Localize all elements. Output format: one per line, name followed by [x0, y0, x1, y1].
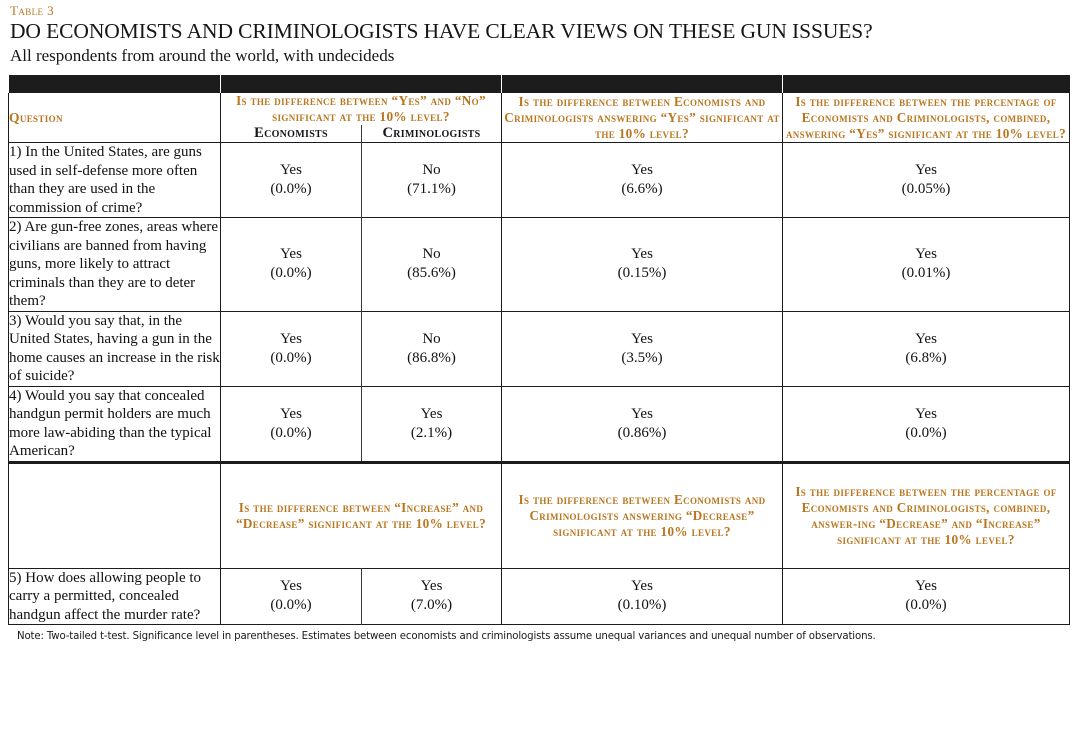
answer-value: Yes [915, 330, 937, 347]
pvalue: (0.0%) [270, 424, 312, 441]
answer-value: Yes [631, 330, 653, 347]
answer-value: Yes [915, 246, 937, 263]
page-subtitle: All respondents from around the world, with undecideds [10, 46, 395, 65]
row-cell-economists [221, 143, 362, 218]
section2-header-blank [9, 462, 221, 568]
pvalue: (6.6%) [621, 181, 663, 197]
top-bar-segment-group1 [221, 75, 502, 93]
row-question: 5) How does allowing people to carry a permitted, concealed handgun affect the murder rate? [9, 568, 221, 625]
header-row-titles [9, 93, 1070, 125]
row-cell-combined [783, 218, 1070, 312]
column-header-question: Question [9, 93, 221, 143]
row-question: 1) In the United States, are guns used in self-defense more often than they are used in the commission of crime? [9, 143, 221, 218]
results-table [8, 75, 1070, 625]
answer-value: No [422, 162, 441, 178]
row-cell-economists [221, 218, 362, 312]
row-cell-combined [783, 568, 1070, 625]
row-cell-criminologists [362, 311, 502, 386]
answer-value: Yes [631, 578, 653, 595]
row-cell-economists [221, 311, 362, 386]
answer-value: Yes [915, 162, 937, 178]
table-row [9, 218, 1070, 312]
answer-value: Yes [280, 578, 302, 595]
row-cell-criminologists [362, 568, 502, 625]
row-cell-combined [783, 311, 1070, 386]
table-row [9, 143, 1070, 218]
row-cell-between-groups [502, 386, 783, 462]
answer-value: No [422, 330, 441, 347]
answer-value: Yes [631, 405, 653, 422]
section2-column-header-group2: Is the difference between Economists and Criminologists answering “Decrease” significant at the 10% level? [502, 462, 783, 568]
row-question: 2) Are gun-free zones, areas where civilians are banned from having guns, more likely to attract criminals than they are to deter them? [9, 218, 221, 312]
row-cell-combined [783, 143, 1070, 218]
top-bar-segment-group3 [783, 75, 1070, 93]
row-cell-economists [221, 386, 362, 462]
row-cell-criminologists [362, 143, 502, 218]
table-top-bar [9, 75, 1070, 93]
pvalue: (0.05%) [901, 181, 951, 197]
column-header-economists: Economists [221, 125, 362, 143]
answer-value: Yes [280, 330, 302, 347]
table-page [0, 4, 1077, 746]
pvalue: (2.1%) [410, 424, 453, 441]
pvalue: (0.86%) [617, 424, 667, 441]
answer-value: No [422, 246, 441, 263]
pvalue: (85.6%) [407, 265, 456, 282]
header-row-section2 [9, 462, 1070, 568]
pvalue: (0.0%) [905, 424, 947, 441]
answer-value: Yes [420, 405, 443, 422]
answer-value: Yes [280, 246, 302, 263]
answer-value: Yes [420, 578, 443, 595]
pvalue: (0.0%) [270, 597, 312, 614]
pvalue: (0.15%) [617, 265, 667, 282]
page-title: DO ECONOMISTS AND CRIMINOLOGISTS HAVE CLEAR VIEWS ON THESE GUN ISSUES? [10, 19, 873, 43]
pvalue: (0.0%) [905, 597, 947, 614]
answer-value: Yes [631, 162, 653, 178]
pvalue: (0.0%) [270, 349, 312, 366]
row-cell-between-groups [502, 218, 783, 312]
table-bottom-rule [9, 625, 1070, 626]
top-bar-segment-group2 [502, 75, 783, 93]
bottom-rule-cell [9, 625, 1070, 626]
column-header-criminologists: Criminologists [362, 125, 502, 143]
row-question: 3) Would you say that, in the United States, having a gun in the home causes an increase in the risk of suicide? [9, 312, 220, 384]
pvalue: (0.0%) [270, 265, 312, 282]
pvalue: (0.10%) [617, 597, 667, 614]
row-cell-between-groups [502, 143, 783, 218]
pvalue: (3.5%) [621, 349, 663, 366]
answer-value: Yes [915, 578, 937, 595]
column-header-group1: Is the difference between “Yes” and “No” significant at the 10% level? [221, 93, 502, 125]
table-row [9, 386, 1070, 462]
row-cell-criminologists [362, 218, 502, 312]
row-cell-between-groups [502, 568, 783, 625]
table-row [9, 311, 1070, 386]
table-footnote: Note: Two-tailed t-test. Significance level in parentheses. Estimates between economists and criminologists assume unequal variances and unequal number of observations. [17, 631, 876, 642]
table-label: Table 3 [10, 3, 54, 18]
pvalue: (7.0%) [410, 597, 453, 614]
top-bar-segment-question [9, 75, 221, 93]
pvalue: (0.0%) [270, 181, 312, 197]
pvalue: (0.01%) [901, 265, 951, 282]
row-cell-economists [221, 568, 362, 625]
answer-value: Yes [915, 405, 937, 422]
answer-value: Yes [280, 405, 302, 422]
section2-column-header-group1: Is the difference between “Increase” and “Decrease” significant at the 10% level? [221, 462, 502, 568]
row-cell-between-groups [502, 311, 783, 386]
answer-value: Yes [280, 162, 302, 178]
row-cell-criminologists [362, 386, 502, 462]
answer-value: Yes [631, 246, 653, 263]
table-row [9, 568, 1070, 625]
row-cell-combined [783, 386, 1070, 462]
section2-column-header-group3: Is the difference between the percentage of Economists and Criminologists, combined, answer-ing “Decrease” and “Increase” significant at the 10% level? [783, 462, 1070, 568]
pvalue: (6.8%) [905, 349, 947, 366]
column-header-group2: Is the difference between Economists and Criminologists answering “Yes” significant at the 10% level? [502, 93, 783, 143]
row-question: 4) Would you say that concealed handgun permit holders are much more law-abiding than the typical American? [9, 386, 221, 462]
pvalue: (71.1%) [407, 181, 456, 197]
column-header-group3: Is the difference between the percentage of Economists and Criminologists, combined, answering “Yes” significant at the 10% level? [783, 93, 1070, 143]
pvalue: (86.8%) [407, 349, 456, 366]
